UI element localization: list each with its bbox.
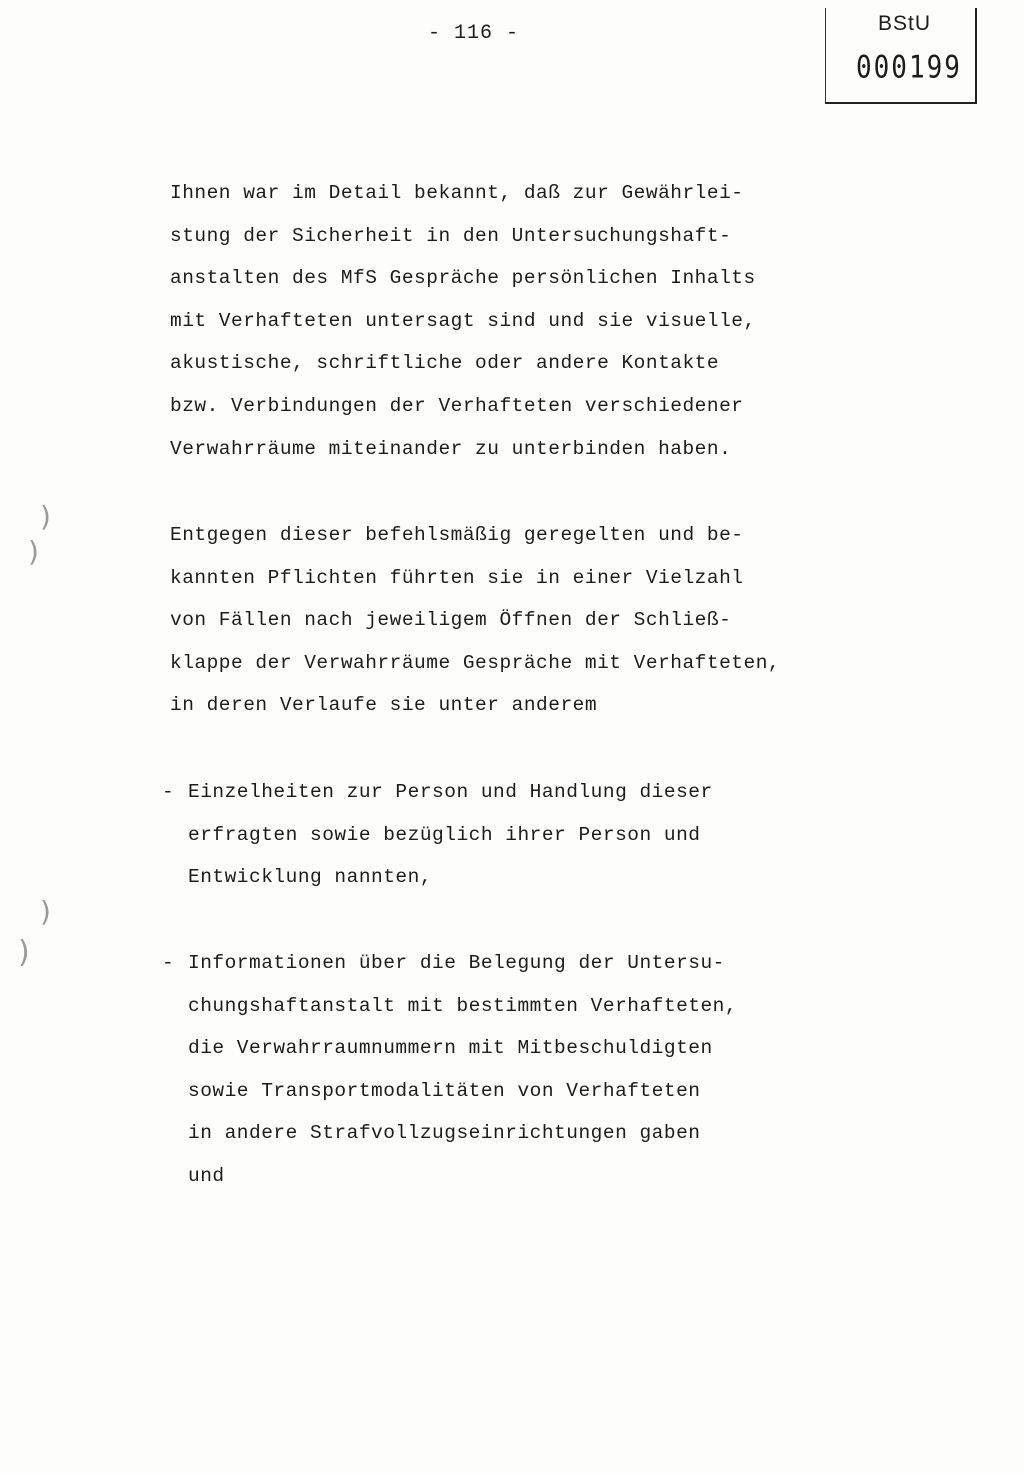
- text-line: anstalten des MfS Gespräche persönlichen Inhalts: [170, 267, 756, 290]
- text-line: sowie Transportmodalitäten von Verhafteten: [188, 1079, 701, 1102]
- text-line: in andere Strafvollzugseinrichtungen gaben: [188, 1122, 701, 1145]
- text-line: von Fällen nach jeweiligem Öffnen der Schließ-: [170, 609, 732, 632]
- bullet-dash: -: [162, 952, 174, 974]
- text-line: chungshaftanstalt mit bestimmten Verhafteten,: [188, 994, 738, 1017]
- scan-artifact-mark: ): [40, 500, 51, 533]
- text-line: Verwahrräume miteinander zu unterbinden haben.: [170, 437, 732, 460]
- text-line: klappe der Verwahrräume Gespräche mit Verhafteten,: [170, 651, 781, 674]
- text-line: akustische, schriftliche oder andere Kontakte: [170, 352, 720, 375]
- scan-artifact-mark: ): [40, 895, 51, 928]
- archive-stamp: [825, 8, 977, 104]
- text-line: die Verwahrraumnummern mit Mitbeschuldigten: [188, 1037, 713, 1060]
- text-line: Informationen über die Belegung der Untersu-: [188, 952, 725, 974]
- text-line: und: [188, 1164, 225, 1187]
- scan-artifact-mark: ): [18, 935, 30, 970]
- text-line: Entgegen dieser befehlsmäßig geregelten und be-: [170, 524, 744, 546]
- text-line: in deren Verlaufe sie unter anderem: [170, 694, 598, 717]
- text-line: Entwicklung nannten,: [188, 866, 433, 889]
- scan-artifact-mark: ): [28, 535, 39, 568]
- page-number: - 116 -: [428, 22, 520, 45]
- text-line: mit Verhafteten untersagt sind und sie visuelle,: [170, 309, 756, 332]
- bullet-list-item: [162, 771, 842, 899]
- bullet-dash: -: [162, 781, 174, 803]
- paragraph-1: [170, 172, 830, 470]
- stamp-organization: BStU: [878, 12, 932, 35]
- text-line: bzw. Verbindungen der Verhafteten verschiedener: [170, 394, 744, 417]
- stamp-number: 000199: [856, 50, 962, 86]
- paragraph-2: [170, 514, 830, 727]
- text-line: stung der Sicherheit in den Untersuchungshaft-: [170, 224, 732, 247]
- text-line: Ihnen war im Detail bekannt, daß zur Gewährlei-: [170, 182, 744, 204]
- text-line: Einzelheiten zur Person und Handlung dieser: [188, 781, 713, 803]
- bullet-list-item: [162, 942, 842, 1198]
- text-line: kannten Pflichten führten sie in einer Vielzahl: [170, 566, 744, 589]
- text-line: erfragten sowie bezüglich ihrer Person und: [188, 823, 701, 846]
